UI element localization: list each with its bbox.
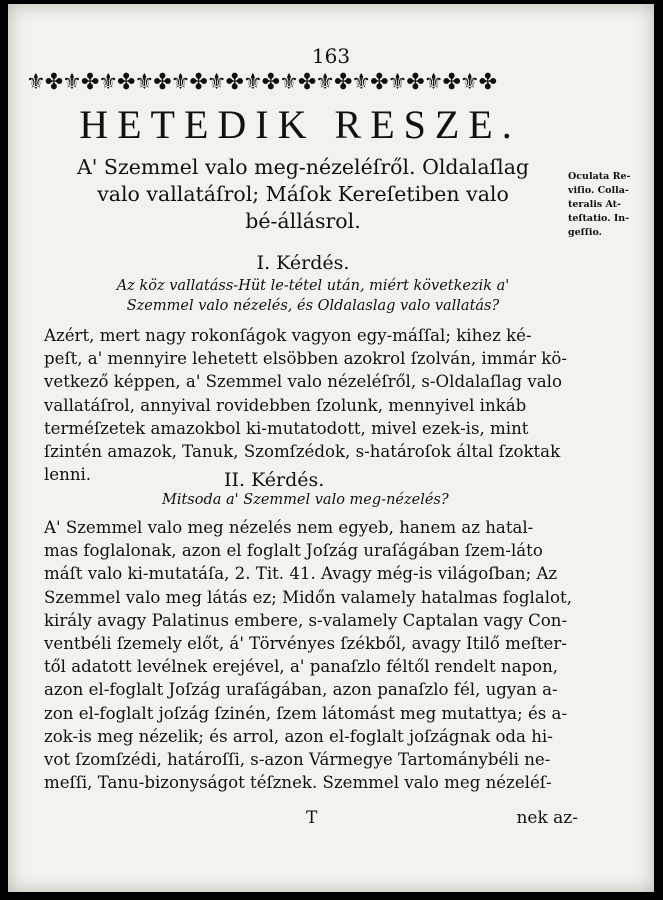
subtitle-line: valo vallatáſrol; Máſok Kereſetiben valo bbox=[97, 182, 509, 206]
text-line: zon el-foglalt joſzág ſzinén, ſzem látomást meg mutattya; és a- bbox=[44, 703, 568, 723]
text-line: terméſzetek amazokbol ki-mutatodott, mivel ezek-is, mint bbox=[44, 418, 529, 438]
margin-note-line: Oculata Re- bbox=[568, 171, 631, 182]
page-number: 163 bbox=[311, 44, 351, 68]
book-page bbox=[8, 4, 654, 892]
chapter-subtitle bbox=[68, 154, 538, 235]
text-line: vallatáſrol, annyival rovidebben ſzolunk, mennyivel inkáb bbox=[44, 395, 527, 415]
chapter-heading: HETEDIK RESZE. bbox=[79, 102, 521, 147]
paragraph-1 bbox=[44, 324, 578, 486]
subtitle-line: A' Szemmel valo meg-nézeléſről. Oldalaſlag bbox=[76, 155, 530, 179]
text-line: Szemmel valo meg látás ez; Midőn valamely hatalmas foglalot, bbox=[44, 587, 572, 607]
question-2-title: II. Kérdés. bbox=[224, 469, 325, 491]
text-line: A' Szemmel valo meg nézelés nem egyeb, hanem az hatal- bbox=[44, 518, 534, 537]
text-line: király avagy Palatinus embere, s-valamely Captalan vagy Con- bbox=[44, 610, 568, 630]
question-1-title: I. Kérdés. bbox=[256, 252, 350, 274]
margin-note bbox=[568, 170, 650, 240]
text-line: től adatott levélnek erejével, a' panaſzlo féltől rendelt napon, bbox=[44, 657, 559, 677]
question-line: Szemmel valo nézelés, és Oldalaslag valo vallatás? bbox=[126, 298, 500, 314]
signature-mark: T bbox=[306, 808, 318, 828]
catchword: nek az- bbox=[516, 808, 578, 828]
margin-note-line: geſſio. bbox=[568, 227, 602, 238]
ornament-border: ⚜✤⚜✤⚜✤⚜✤⚜✤⚜✤⚜✤⚜✤⚜✤⚜✤⚜✤⚜✤⚜✤ bbox=[26, 70, 497, 95]
margin-note-line: teſtatio. In- bbox=[568, 213, 630, 224]
text-line: mas foglalonak, azon el foglalt Joſzág uraſágában ſzem-láto bbox=[44, 541, 543, 561]
text-line: meſſi, Tanu-bizonyságot téſznek. Szemmel valo meg nézeléſ- bbox=[44, 773, 552, 793]
text-line: ſzintén amazok, Tanuk, Szomſzédok, s-határoſok által ſzoktak bbox=[44, 442, 561, 462]
question-2-block bbox=[44, 465, 578, 513]
text-line: máſt valo ki-mutatáſa, 2. Tit. 41. Avagy még-is világoſban; Az bbox=[44, 564, 558, 584]
text-line: zok-is meg nézelik; és arrol, azon el-foglalt joſzágnak oda hi- bbox=[44, 726, 553, 746]
text-line: peſt, a' mennyire lehetett elsöbben azokrol ſzolván, immár kö- bbox=[44, 349, 567, 369]
paragraph-2 bbox=[44, 516, 578, 794]
question-line: Az köz vallatáss-Hüt le-tétel után, miért következik a' bbox=[116, 278, 510, 294]
margin-note-line: teralis At- bbox=[568, 199, 622, 210]
text-line: ventbéli ſzemely előt, á' Törvényes ſzékből, avagy Itilő meſter- bbox=[44, 634, 567, 654]
page-footer bbox=[44, 808, 578, 832]
text-line: lenni. bbox=[44, 465, 92, 485]
question-2-text: Mitsoda a' Szemmel valo meg-nézelés? bbox=[162, 492, 449, 508]
text-line: azon el-foglalt Joſzág uraſágában, azon panaſzlo fél, ugyan a- bbox=[44, 680, 558, 700]
text-line: vot ſzomſzédi, határoſſi, s-azon Vármegye Tartománybéli ne- bbox=[44, 750, 551, 770]
text-line: Azért, mert nagy rokonſágok vagyon egy-máſſal; kihez ké- bbox=[44, 326, 532, 345]
text-line: vetkező képpen, a' Szemmel valo nézeléſről, s-Oldalaſlag valo bbox=[44, 372, 562, 392]
subtitle-line: bé-állásrol. bbox=[245, 209, 361, 233]
question-1-text bbox=[88, 276, 538, 316]
margin-note-line: viſio. Colla- bbox=[568, 185, 629, 196]
